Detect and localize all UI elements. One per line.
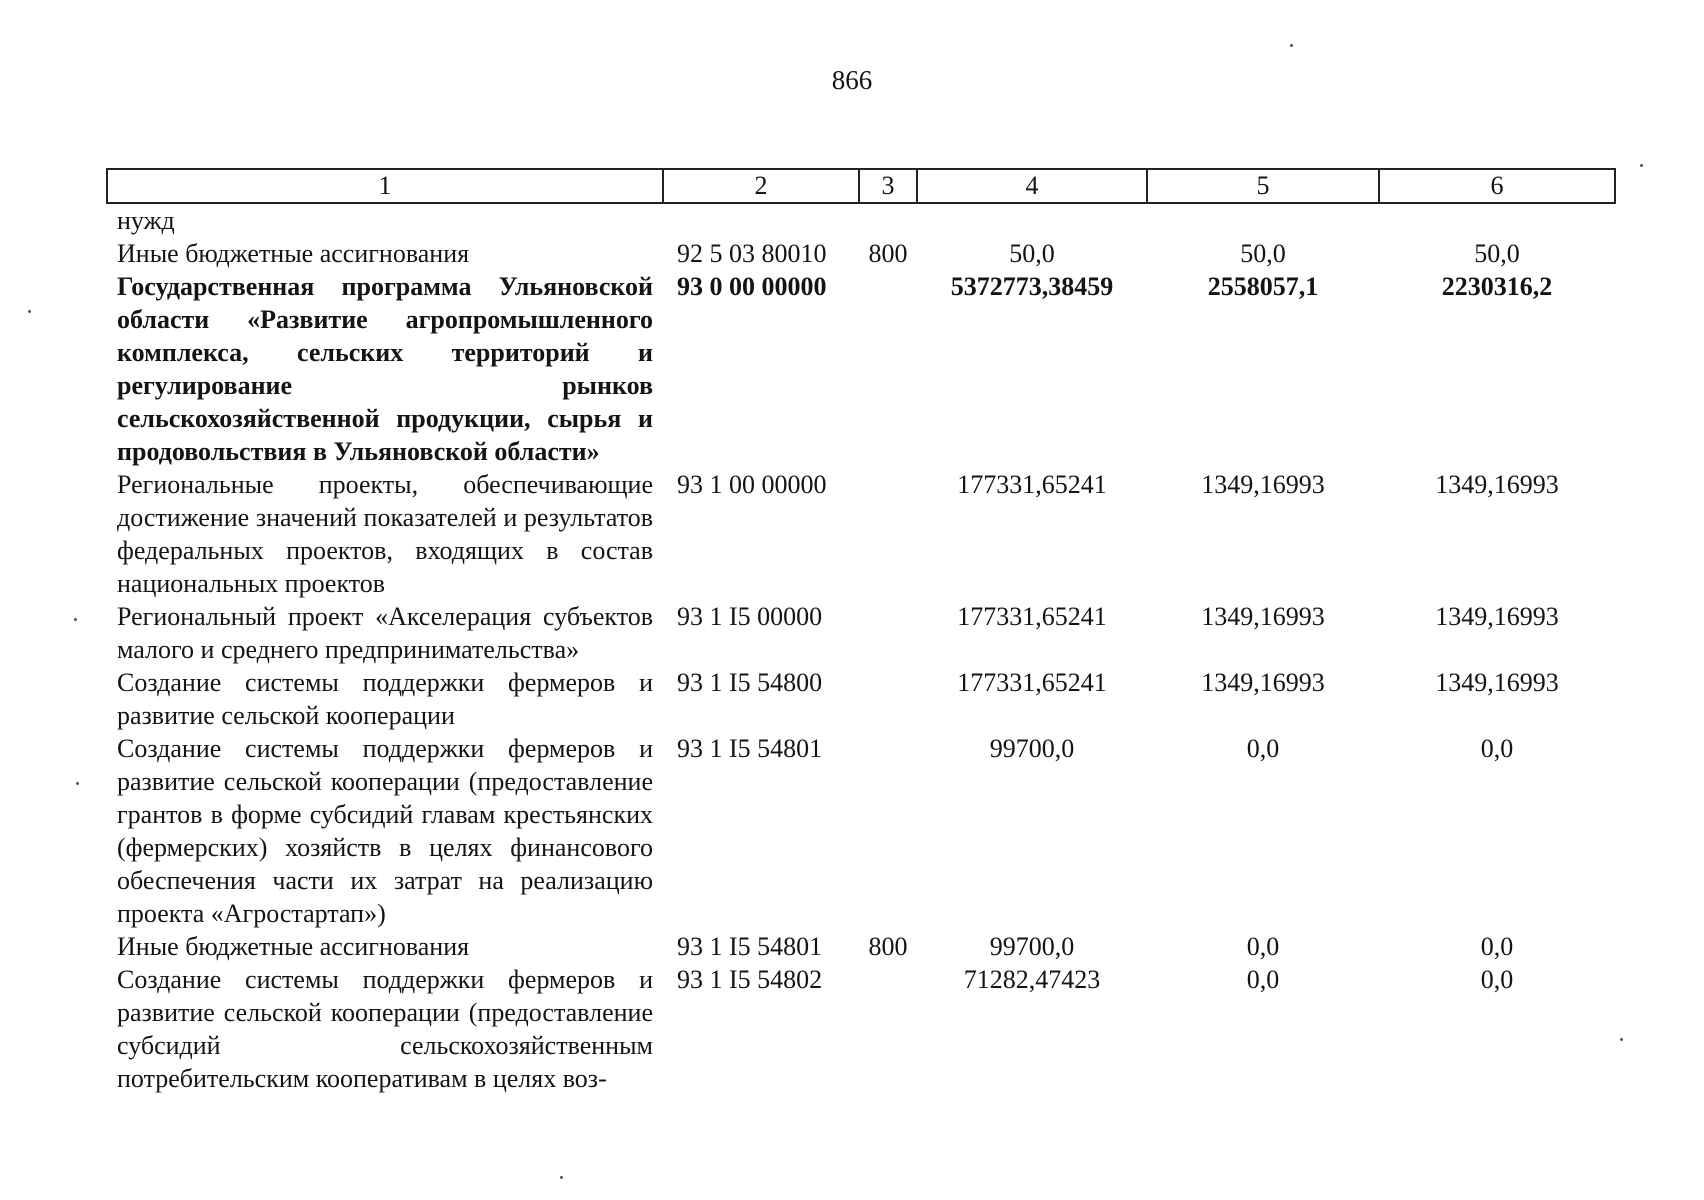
row-code: 92 5 03 80010 <box>677 239 827 268</box>
row-value-col-4: 99700,0 <box>989 734 1075 763</box>
row-value-col-5: 1349,16993 <box>1201 470 1325 499</box>
row-name: Региональный проект «Акселерация субъектов малого и среднего предпринимательства» <box>117 602 653 664</box>
table-header <box>107 169 1615 203</box>
scan-speck <box>76 782 79 785</box>
row-expense-type <box>859 468 917 600</box>
row-name: Иные бюджетные ассигнования <box>117 239 470 268</box>
row-expense-type <box>859 666 917 732</box>
row-value-col-5: 1349,16993 <box>1201 602 1325 631</box>
row-value-col-4: 50,0 <box>1009 239 1055 268</box>
row-value-col-5 <box>1147 203 1379 237</box>
row-value-col-4: 177331,65241 <box>957 668 1107 697</box>
row-expense-type <box>859 732 917 930</box>
row-code: 93 1 I5 54801 <box>677 932 823 961</box>
row-value-col-5: 1349,16993 <box>1201 668 1325 697</box>
row-value-col-6: 2230316,2 <box>1441 272 1553 301</box>
row-expense-type <box>859 600 917 666</box>
row-name: нужд <box>117 206 175 235</box>
row-expense-type: 800 <box>868 932 908 961</box>
table-row <box>107 203 1615 237</box>
row-expense-type <box>859 203 917 237</box>
header-col-6: 6 <box>1379 169 1615 203</box>
row-value-col-6: 50,0 <box>1474 239 1520 268</box>
row-value-col-6: 1349,16993 <box>1435 470 1559 499</box>
header-col-5: 5 <box>1147 169 1379 203</box>
row-name: Создание системы поддержки фермеров и развитие сельской кооперации <box>117 668 653 730</box>
row-value-col-5: 0,0 <box>1246 932 1280 961</box>
header-col-4: 4 <box>917 169 1147 203</box>
row-code: 93 1 I5 54801 <box>677 734 823 763</box>
scan-speck <box>74 618 77 621</box>
row-name: Иные бюджетные ассигнования <box>117 932 470 961</box>
table-row <box>107 930 1615 963</box>
row-value-col-5: 0,0 <box>1246 965 1280 994</box>
table-row <box>107 732 1615 930</box>
row-value-col-6: 0,0 <box>1480 734 1514 763</box>
scan-speck <box>1290 44 1293 47</box>
table-body <box>107 203 1615 1095</box>
budget-table <box>106 168 1616 1095</box>
row-value-col-4: 5372773,38459 <box>950 272 1114 301</box>
row-name: Государственная программа Ульяновской области «Развитие агропромышленного комплекса, сельских территорий и регулирование рынков сельскохозяйственной продукции, сырья и продовольствия в Ульяновской области» <box>117 272 653 466</box>
header-row <box>107 169 1615 203</box>
header-col-1: 1 <box>107 169 663 203</box>
budget-table-container <box>106 168 1614 1095</box>
table-row <box>107 600 1615 666</box>
header-col-2: 2 <box>663 169 859 203</box>
row-value-col-6: 0,0 <box>1480 932 1514 961</box>
row-value-col-6: 0,0 <box>1480 965 1514 994</box>
row-value-col-6: 1349,16993 <box>1435 668 1559 697</box>
page-number: 866 <box>831 65 873 95</box>
row-value-col-5: 2558057,1 <box>1207 272 1319 301</box>
scan-speck <box>560 1176 563 1179</box>
row-code <box>663 203 859 237</box>
table-row <box>107 666 1615 732</box>
row-name: Создание системы поддержки фермеров и развитие сельской кооперации (предоставление грантов в форме субсидий главам крестьянских (фермерских) хозяйств в целях финансового обеспечения части их затрат на реализацию проекта «Агростартап») <box>117 734 653 928</box>
scan-speck <box>1620 1038 1623 1041</box>
row-code: 93 1 I5 54802 <box>677 965 823 994</box>
row-expense-type <box>859 963 917 1095</box>
table-row <box>107 237 1615 270</box>
row-value-col-6: 1349,16993 <box>1435 602 1559 631</box>
row-code: 93 1 I5 54800 <box>677 668 823 697</box>
row-name: Региональные проекты, обеспечивающие достижение значений показателей и результатов федеральных проектов, входящих в состав национальных проектов <box>117 470 653 598</box>
row-value-col-4: 99700,0 <box>989 932 1075 961</box>
row-expense-type <box>859 270 917 468</box>
row-value-col-4 <box>917 203 1147 237</box>
row-code: 93 0 00 00000 <box>677 272 827 301</box>
table-row <box>107 963 1615 1095</box>
row-name: Создание системы поддержки фермеров и развитие сельской кооперации (предоставление субсидий сельскохозяйственным потребительским кооперативам в целях воз- <box>117 965 653 1093</box>
row-expense-type: 800 <box>868 239 908 268</box>
row-value-col-6 <box>1379 203 1615 237</box>
row-value-col-4: 177331,65241 <box>957 470 1107 499</box>
row-value-col-4: 177331,65241 <box>957 602 1107 631</box>
row-value-col-5: 0,0 <box>1246 734 1280 763</box>
row-code: 93 1 00 00000 <box>677 470 827 499</box>
row-code: 93 1 I5 00000 <box>677 602 823 631</box>
row-value-col-4: 71282,47423 <box>963 965 1101 994</box>
row-value-col-5: 50,0 <box>1240 239 1286 268</box>
table-row <box>107 468 1615 600</box>
table-row <box>107 270 1615 468</box>
scan-speck <box>28 310 31 313</box>
scan-speck <box>1640 164 1643 167</box>
header-col-3: 3 <box>859 169 917 203</box>
